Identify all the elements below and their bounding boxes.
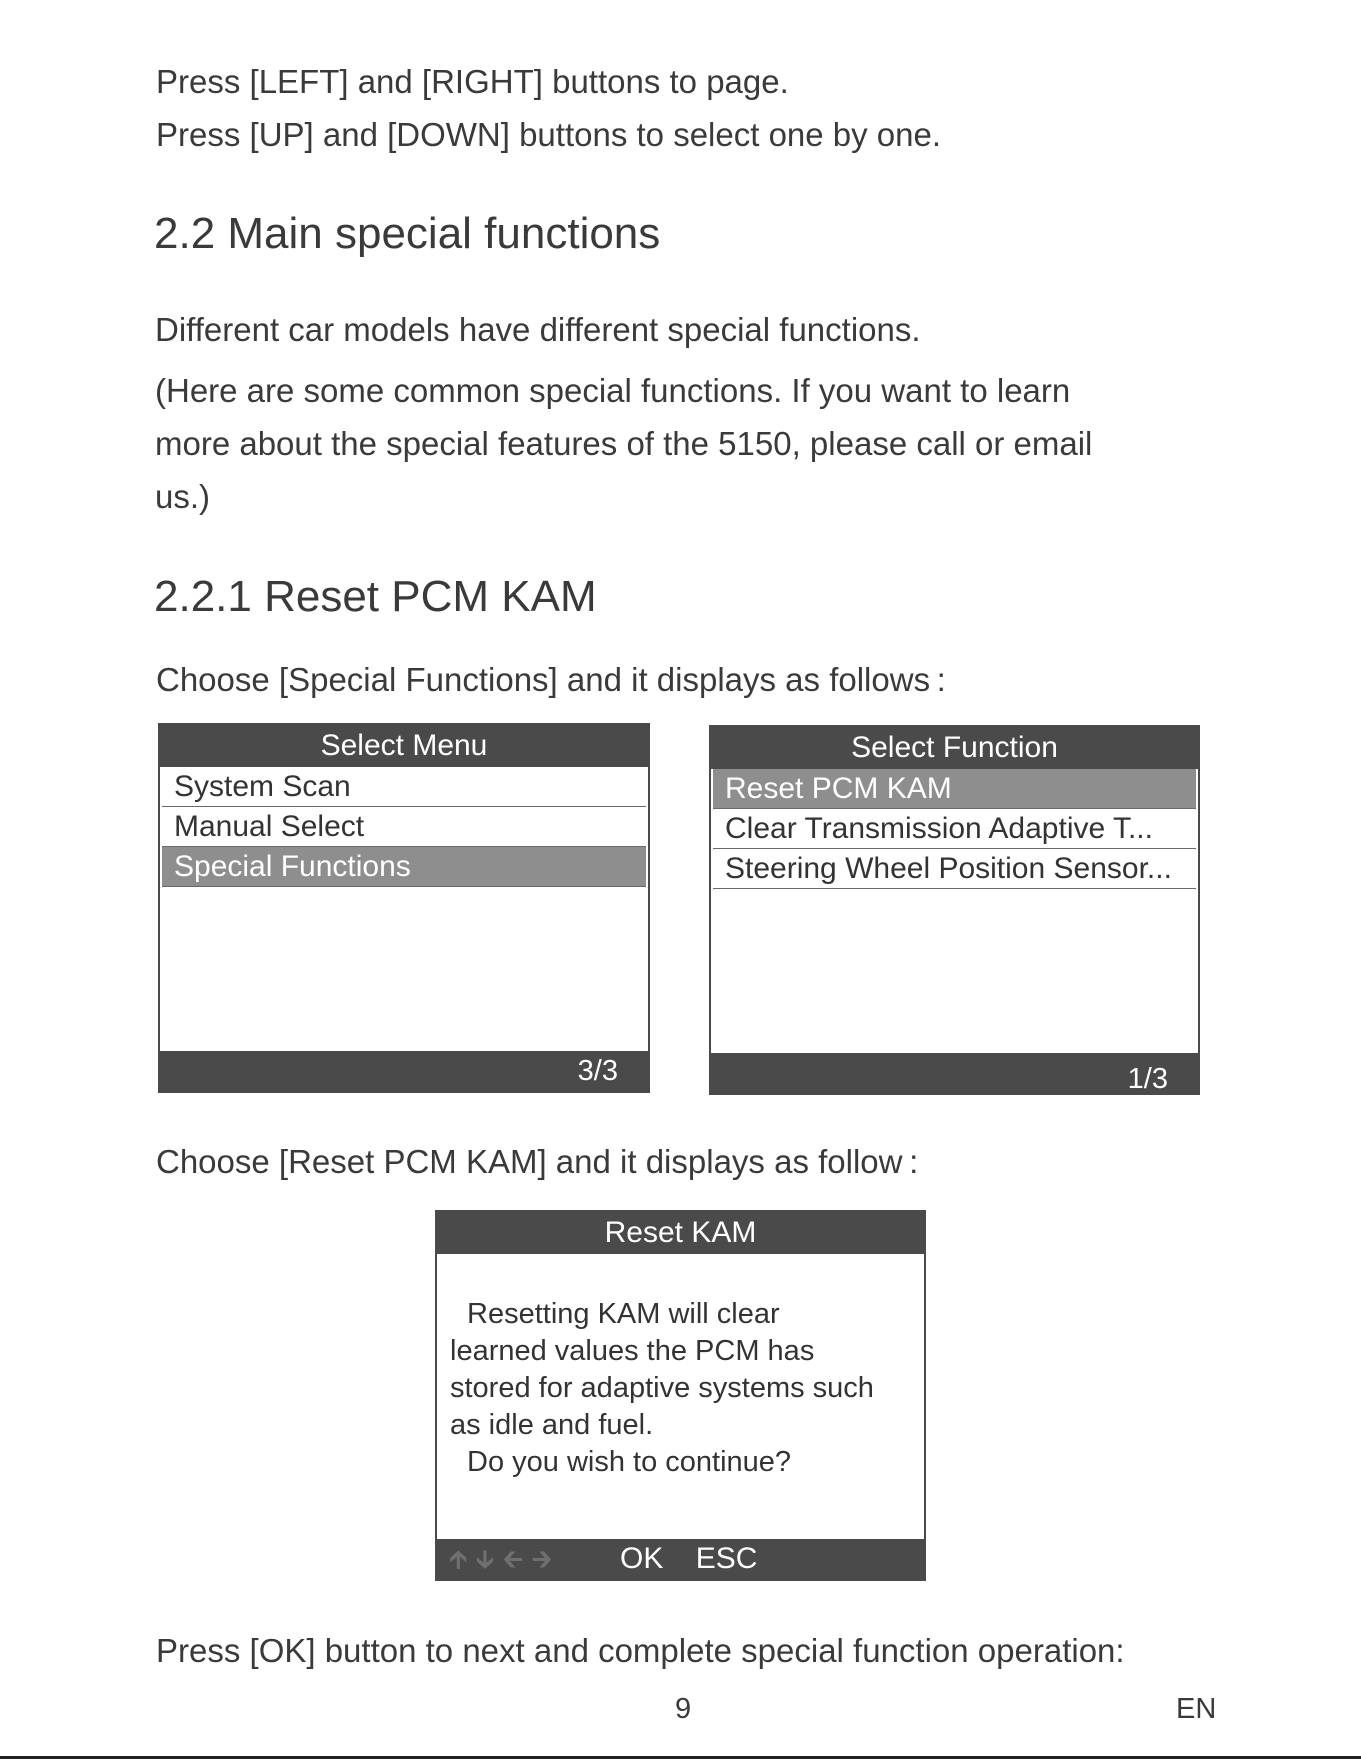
arrow-down-icon: 🡳	[475, 1544, 495, 1574]
esc-button[interactable]: ESC	[695, 1542, 758, 1575]
select-function-list	[713, 769, 1196, 889]
paragraph-note-line1: (Here are some common special functions. If you want to learn	[155, 372, 1071, 409]
subsection-heading: 2.2.1 Reset PCM KAM	[154, 572, 597, 621]
select-menu-list	[162, 767, 646, 887]
message-line: as idle and fuel.	[450, 1409, 654, 1441]
message-line: stored for adaptive systems such	[450, 1372, 874, 1404]
page-number: 9	[675, 1693, 692, 1725]
select-function-screen	[709, 725, 1200, 1095]
menu-item-manual-select[interactable]: Manual Select	[162, 807, 646, 847]
page-indicator: 1/3	[1127, 1063, 1168, 1095]
softkey-bar	[620, 1539, 781, 1579]
select-function-footer	[711, 1053, 1198, 1093]
select-function-title: Select Function	[711, 727, 1198, 769]
arrow-right-icon: 🡲	[531, 1544, 553, 1574]
function-item-reset-pcm-kam[interactable]: Reset PCM KAM	[713, 769, 1196, 809]
bottom-rule	[0, 1756, 1361, 1759]
menu-item-special-functions[interactable]: Special Functions	[162, 847, 646, 887]
language-label: EN	[1176, 1693, 1217, 1725]
instruction-page: Press [LEFT] and [RIGHT] buttons to page.	[156, 63, 789, 100]
message-line: learned values the PCM has	[450, 1335, 815, 1367]
confirm-question: Do you wish to continue?	[467, 1446, 792, 1478]
select-menu-footer	[160, 1051, 648, 1091]
instruction-press-ok: Press [OK] button to next and complete special function operation:	[156, 1632, 1125, 1669]
arrow-left-icon: 🡰	[502, 1544, 524, 1574]
reset-kam-screen	[435, 1210, 926, 1581]
paragraph-note-line2: more about the special features of the 5150, please call or email	[155, 425, 1093, 462]
instruction-choose-special: Choose [Special Functions] and it displays as follows :	[156, 661, 946, 698]
page-indicator: 3/3	[577, 1055, 618, 1087]
reset-kam-message	[450, 1296, 874, 1481]
paragraph-note-line3: us.)	[155, 478, 211, 515]
function-item-steering-wheel[interactable]: Steering Wheel Position Sensor...	[713, 849, 1196, 889]
navigation-arrows	[449, 1539, 552, 1579]
select-menu-title: Select Menu	[160, 725, 648, 767]
message-line: Resetting KAM will clear	[467, 1298, 780, 1330]
ok-button[interactable]: OK	[620, 1542, 664, 1575]
reset-kam-title: Reset KAM	[437, 1212, 924, 1254]
reset-kam-footer	[437, 1539, 924, 1579]
section-heading: 2.2 Main special functions	[154, 209, 661, 258]
arrow-up-icon: 🡱	[449, 1544, 468, 1574]
instruction-select: Press [UP] and [DOWN] buttons to select one by one.	[156, 116, 942, 153]
instruction-choose-reset: Choose [Reset PCM KAM] and it displays as follow :	[156, 1143, 919, 1180]
function-item-clear-transmission[interactable]: Clear Transmission Adaptive T...	[713, 809, 1196, 849]
paragraph-intro: Different car models have different special functions.	[155, 311, 921, 348]
select-menu-screen	[158, 723, 650, 1093]
menu-item-system-scan[interactable]: System Scan	[162, 767, 646, 807]
